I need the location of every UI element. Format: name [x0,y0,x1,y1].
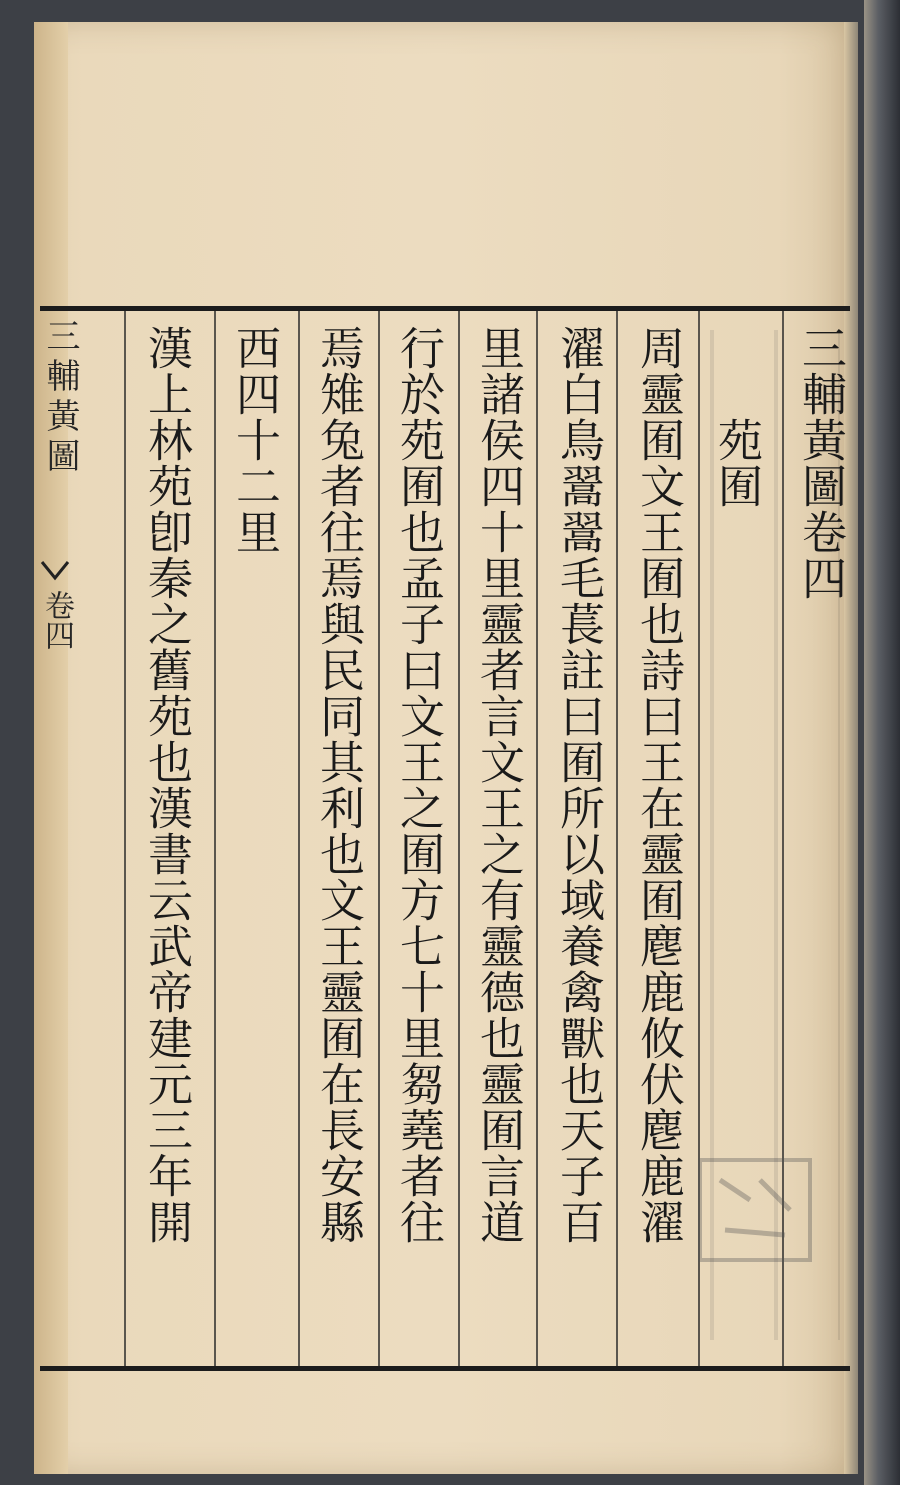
column-rule [378,311,380,1366]
fore-edge-title: 三輔黃圖 [40,318,80,478]
fore-edge-volume: 卷四 [39,590,74,650]
column-rule [616,311,618,1366]
adjacent-page-strip [864,0,900,1485]
text-column: 濯白鳥翯翯毛萇註曰囿所以域養禽獸也天子百 [552,325,605,1245]
text-column: 西四十二里 [228,325,281,555]
column-rule [536,311,538,1366]
column-rule [298,311,300,1366]
column-rule [124,311,126,1366]
fish-tail-mark [40,560,70,594]
text-column: 行於苑囿也孟子曰文王之囿方七十里芻蕘者往 [392,325,445,1245]
column-rule [214,311,216,1366]
faint-seal-stamp [690,1150,820,1270]
text-column: 漢上林苑卽秦之舊苑也漢書云武帝建元三年開 [140,325,193,1245]
text-column: 里諸侯四十里靈者言文王之有靈德也靈囿言道 [472,325,525,1245]
text-column: 周靈囿文王囿也詩曰王在靈囿麀鹿攸伏麀鹿濯 [632,325,685,1245]
text-column: 焉雉兔者往焉與民同其利也文王靈囿在長安縣 [312,325,365,1245]
section-heading: 苑囿 [710,325,763,509]
column-rule [458,311,460,1366]
volume-heading: 三輔黃圖卷四 [794,325,847,601]
